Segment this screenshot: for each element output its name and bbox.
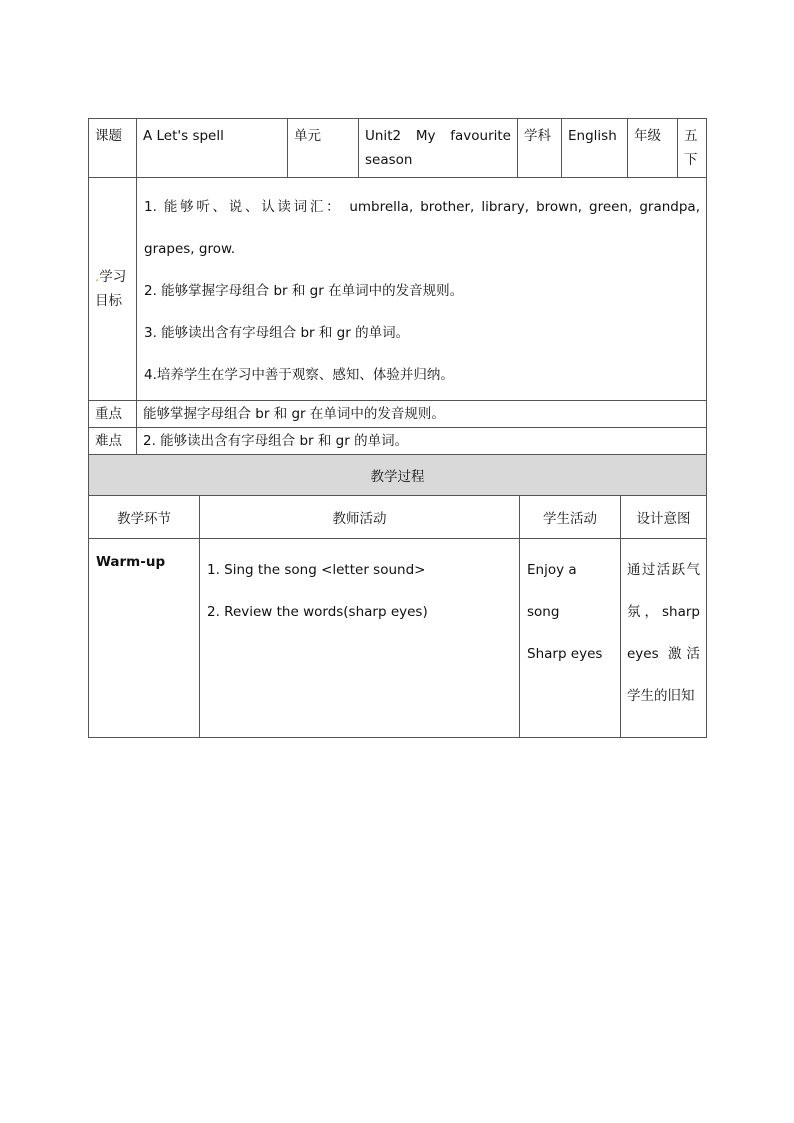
objectives-content <box>137 178 707 401</box>
key-point-label: 重点 <box>89 401 137 428</box>
stage-cell: Warm-up <box>89 539 200 738</box>
student-activity-item: Enjoy a song <box>527 562 577 620</box>
difficulty-label: 难点 <box>89 428 137 455</box>
subject-value: English <box>562 119 628 178</box>
topic-value: A Let's spell <box>137 119 288 178</box>
subject-label: 学科 <box>518 119 562 178</box>
objective-item-2: 2. 能够掌握字母组合 br 和 gr 在单词中的发音规则。 <box>144 283 464 299</box>
objectives-row <box>89 178 707 401</box>
grade-value: 五下 <box>678 119 707 178</box>
student-activity-item: Sharp eyes <box>527 646 603 662</box>
process-title: 教学过程 <box>89 455 707 496</box>
design-intent-text: 通过活跃气氛，sharp eyes 激活学生的旧知 <box>627 562 700 704</box>
column-header-stage: 教学环节 <box>89 496 200 539</box>
teaching-process-table <box>88 455 707 738</box>
teacher-activity-item: 1. Sing the song <letter sound> <box>207 562 426 578</box>
column-header-student: 学生活动 <box>520 496 621 539</box>
unit-label: 单元 <box>288 119 359 178</box>
teacher-activity-item: 2. Review the words(sharp eyes) <box>207 604 428 620</box>
topic-label: 课题 <box>89 119 137 178</box>
difficulty-value: 2. 能够读出含有字母组合 br 和 gr 的单词。 <box>137 428 707 455</box>
difficulty-row <box>89 428 707 455</box>
objective-item-1: 1. 能够听、说、认读词汇： umbrella, brother, library, brown, green, grandpa, grapes, grow. <box>144 199 700 257</box>
student-activity-cell <box>520 539 621 738</box>
lesson-plan-page <box>88 118 706 738</box>
objective-item-4: 4.培养学生在学习中善于观察、感知、体验并归纳。 <box>144 367 454 383</box>
process-row-warmup <box>89 539 707 738</box>
column-header-intent: 设计意图 <box>621 496 707 539</box>
unit-value: Unit2 My favourite season <box>359 119 518 178</box>
objective-item-3: 3. 能够读出含有字母组合 br 和 gr 的单词。 <box>144 325 410 341</box>
key-point-value: 能够掌握字母组合 br 和 gr 在单词中的发音规则。 <box>137 401 707 428</box>
column-header-teacher: 教师活动 <box>200 496 520 539</box>
design-intent-cell <box>621 539 707 738</box>
process-header-row <box>89 496 707 539</box>
teacher-activity-cell <box>200 539 520 738</box>
info-row <box>89 119 707 178</box>
objectives-label: .学习目标 <box>89 178 137 401</box>
process-title-row <box>89 455 707 496</box>
lesson-info-table <box>88 118 707 455</box>
key-point-row <box>89 401 707 428</box>
grade-label: 年级 <box>628 119 678 178</box>
